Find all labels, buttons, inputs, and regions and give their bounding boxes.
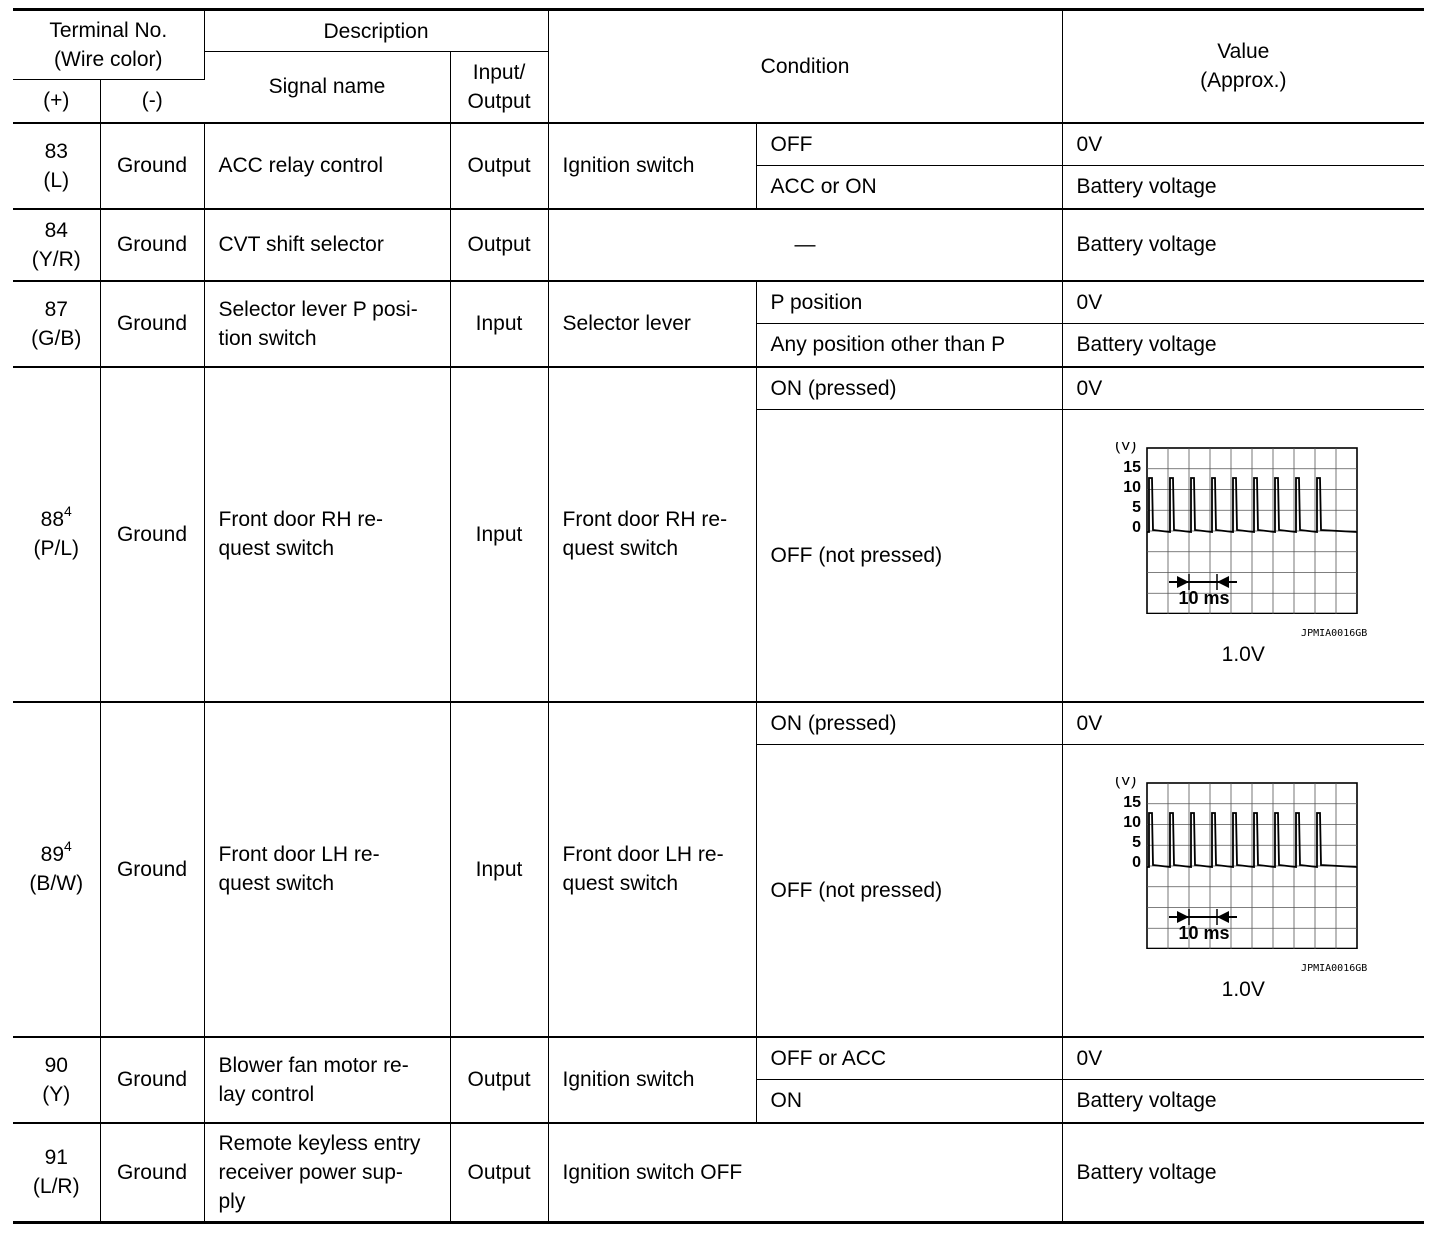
signal-name-cell	[204, 1037, 450, 1123]
terminal-cell	[13, 123, 100, 209]
condition-cell: —	[548, 209, 1062, 281]
terminal-superscript: 4	[64, 503, 72, 519]
table-row	[13, 1123, 1424, 1223]
header-signal-name: Signal name	[204, 52, 450, 123]
signal-line: Selector lever P posi-	[218, 297, 418, 321]
io-cell: Input	[450, 367, 548, 702]
signal-line: Front door RH re-	[218, 508, 384, 531]
waveform-y-tick: 5	[1132, 499, 1142, 517]
value-cell: 0V	[1062, 281, 1424, 324]
terminal-cell	[13, 1037, 100, 1123]
condition-cell	[548, 367, 756, 702]
ground-cell: Ground	[100, 1037, 204, 1123]
waveform-time-label: 10 ms	[1178, 923, 1230, 944]
waveform-unit-label: (V)	[1115, 442, 1137, 455]
signal-name-cell: ACC relay control	[204, 123, 450, 209]
header-wire-color: (Wire color)	[54, 48, 163, 71]
value-cell: 0V	[1062, 1037, 1424, 1080]
header-plus: (+)	[13, 80, 100, 123]
signal-line: Remote keyless entry	[218, 1131, 421, 1155]
header-condition: Condition	[548, 10, 1062, 123]
condition-state: P position	[756, 281, 1062, 324]
io-cell: Output	[450, 123, 548, 209]
condition-cell: Ignition switch	[548, 1037, 756, 1123]
signal-name-cell	[204, 1123, 450, 1223]
header-value	[1062, 10, 1424, 123]
wire-color: (P/L)	[33, 537, 79, 560]
header-terminal	[13, 10, 204, 80]
terminal-number: 89	[40, 843, 65, 866]
waveform-y-tick: 0	[1132, 854, 1142, 872]
header-value-label: Value	[1217, 40, 1270, 64]
header-io-line2: Output	[467, 89, 531, 113]
table-row	[13, 367, 1424, 410]
waveform-unit-label: (V)	[1115, 777, 1137, 790]
condition-line: Front door RH re-	[562, 508, 728, 531]
table-row	[13, 281, 1424, 324]
condition-state: OFF (not pressed)	[756, 410, 1062, 702]
table-row	[13, 1037, 1424, 1080]
io-cell: Input	[450, 281, 548, 367]
io-cell: Output	[450, 1037, 548, 1123]
condition-cell: Ignition switch	[548, 123, 756, 209]
io-cell: Input	[450, 702, 548, 1037]
value-cell: Battery voltage	[1062, 324, 1424, 367]
waveform-value: 1.0V	[1221, 643, 1265, 667]
signal-name-cell: CVT shift selector	[204, 209, 450, 281]
table-row	[13, 209, 1424, 281]
waveform	[1093, 777, 1393, 975]
waveform-time-label: 10 ms	[1178, 588, 1230, 609]
condition-state: OFF or ACC	[756, 1037, 1062, 1080]
signal-line: Front door LH re-	[218, 843, 380, 866]
waveform-cell	[1062, 745, 1424, 1037]
header-description: Description	[204, 10, 548, 52]
terminal-cell	[13, 702, 100, 1037]
value-cell: Battery voltage	[1062, 1123, 1424, 1223]
header-io-line1: Input/	[472, 60, 526, 84]
signal-name-cell	[204, 281, 450, 367]
ground-cell: Ground	[100, 702, 204, 1037]
condition-cell: Selector lever	[548, 281, 756, 367]
waveform-y-tick: 15	[1123, 459, 1142, 477]
terminal-cell	[13, 209, 100, 281]
waveform-y-tick: 10	[1123, 479, 1142, 497]
condition-state: OFF	[756, 123, 1062, 166]
value-cell: 0V	[1062, 367, 1424, 410]
value-cell: 0V	[1062, 123, 1424, 166]
ground-cell: Ground	[100, 123, 204, 209]
header-input-output	[450, 52, 548, 123]
condition-state: OFF (not pressed)	[756, 745, 1062, 1037]
waveform-chart	[1093, 442, 1393, 614]
condition-state: ON	[756, 1080, 1062, 1123]
ground-cell: Ground	[100, 209, 204, 281]
value-cell: 0V	[1062, 702, 1424, 745]
waveform-cell	[1062, 410, 1424, 702]
table-row	[13, 702, 1424, 745]
condition-state: Any position other than P	[756, 324, 1062, 367]
terminal-number: 83	[44, 139, 68, 163]
terminal-number: 88	[40, 508, 65, 531]
signal-line: receiver power sup-	[218, 1160, 403, 1184]
header-value-approx: (Approx.)	[1200, 69, 1287, 93]
signal-name-cell	[204, 367, 450, 702]
io-cell: Output	[450, 209, 548, 281]
wire-color: (L/R)	[32, 1175, 80, 1199]
condition-line: quest switch	[562, 537, 679, 560]
signal-line: ply	[218, 1189, 246, 1213]
header-minus: (-)	[100, 80, 204, 123]
waveform-chart	[1093, 777, 1393, 949]
ground-cell: Ground	[100, 367, 204, 702]
wire-color: (L)	[43, 168, 70, 192]
condition-line: quest switch	[562, 872, 679, 895]
terminal-cell	[13, 1123, 100, 1223]
waveform	[1093, 442, 1393, 640]
terminal-cell	[13, 367, 100, 702]
waveform-id: JPMIA0016GB	[1301, 963, 1368, 975]
condition-line: Front door LH re-	[562, 843, 724, 866]
value-cell: Battery voltage	[1062, 209, 1424, 281]
signal-line: quest switch	[218, 537, 335, 560]
terminal-superscript: 4	[64, 838, 72, 854]
wire-color: (B/W)	[29, 872, 84, 895]
signal-line: lay control	[218, 1082, 315, 1106]
condition-state: ON (pressed)	[756, 702, 1062, 745]
waveform-y-tick: 10	[1123, 814, 1142, 832]
ground-cell: Ground	[100, 281, 204, 367]
waveform-value: 1.0V	[1221, 978, 1265, 1002]
terminal-number: 87	[44, 297, 68, 321]
wire-color: (Y/R)	[31, 247, 81, 271]
signal-name-cell	[204, 702, 450, 1037]
table-row	[13, 123, 1424, 166]
waveform-id: JPMIA0016GB	[1301, 628, 1368, 640]
signal-line: tion switch	[218, 326, 317, 350]
signal-line: quest switch	[218, 872, 335, 895]
condition-state: ACC or ON	[756, 166, 1062, 209]
waveform-y-tick: 0	[1132, 519, 1142, 537]
header-terminal-no: Terminal No.	[49, 19, 168, 42]
terminal-number: 84	[44, 218, 68, 242]
wire-color: (Y)	[42, 1082, 71, 1106]
waveform-y-tick: 15	[1123, 794, 1142, 812]
terminal-table	[13, 8, 1424, 1224]
condition-state: ON (pressed)	[756, 367, 1062, 410]
ground-cell: Ground	[100, 1123, 204, 1223]
waveform-y-tick: 5	[1132, 834, 1142, 852]
io-cell: Output	[450, 1123, 548, 1223]
terminal-number: 91	[44, 1146, 68, 1170]
value-cell: Battery voltage	[1062, 1080, 1424, 1123]
condition-cell	[548, 702, 756, 1037]
signal-line: Blower fan motor re-	[218, 1053, 409, 1077]
value-cell: Battery voltage	[1062, 166, 1424, 209]
condition-cell: Ignition switch OFF	[548, 1123, 1062, 1223]
terminal-number: 90	[44, 1053, 68, 1077]
wire-color: (G/B)	[31, 326, 82, 350]
terminal-cell	[13, 281, 100, 367]
